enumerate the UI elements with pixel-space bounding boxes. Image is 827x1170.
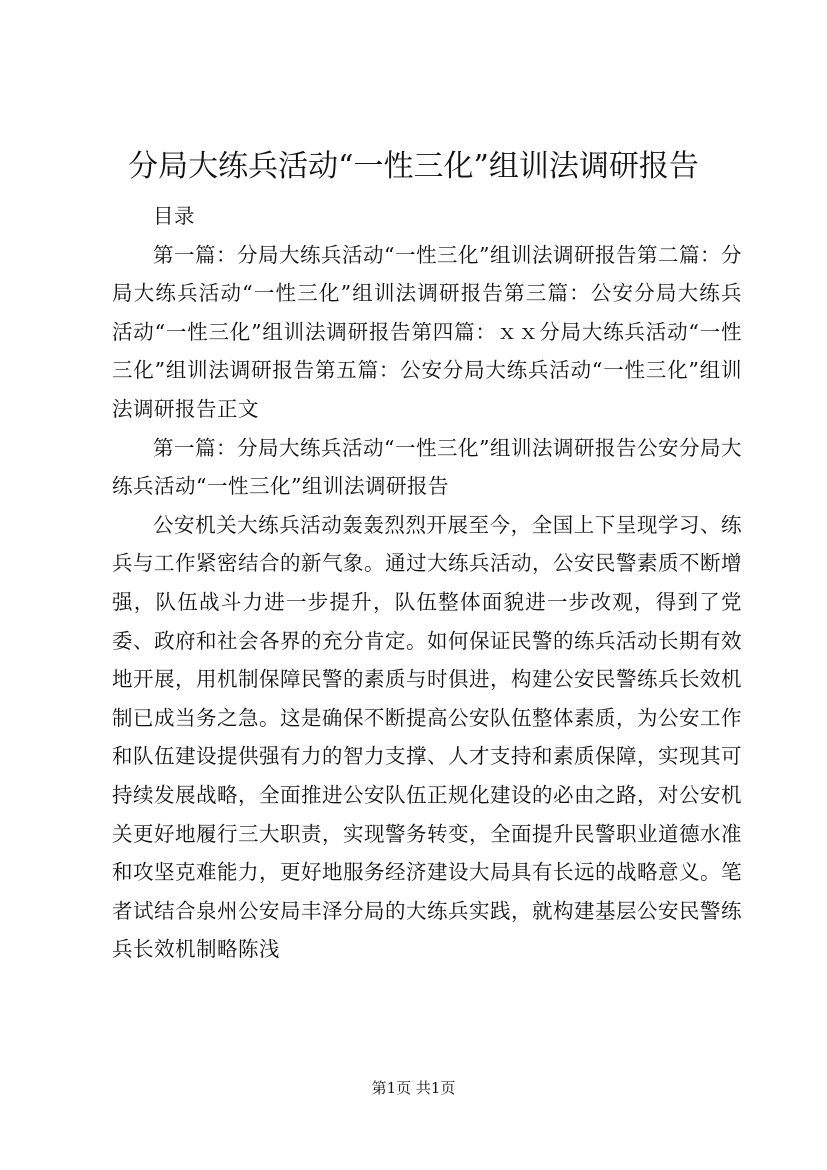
document-title: 分局大练兵活动“一性三化”组训法调研报告 bbox=[128, 149, 699, 184]
page-footer: 第1页 共1页 bbox=[371, 1079, 456, 1097]
toc-heading: 目录 bbox=[153, 204, 195, 228]
section-heading-paragraph: 第一篇：分局大练兵活动“一性三化”组训法调研报告公安分局大练兵活动“一性三化”组训法调研报告 bbox=[112, 435, 742, 499]
document-body bbox=[112, 197, 742, 969]
toc-paragraph: 第一篇：分局大练兵活动“一性三化”组训法调研报告第二篇：分局大练兵活动“一性三化”组训法调研报告第三篇：公安分局大练兵活动“一性三化”组训法调研报告第四篇：ｘｘ分局大练兵活动“一性三化”组训法调研报告第五篇：公安分局大练兵活动“一性三化”组训法调研报告正文 bbox=[112, 242, 742, 421]
body-paragraph: 公安机关大练兵活动轰轰烈烈开展至今，全国上下呈现学习、练兵与工作紧密结合的新气象。通过大练兵活动，公安民警素质不断增强，队伍战斗力进一步提升，队伍整体面貌进一步改观，得到了党委、政府和社会各界的充分肯定。如何保证民警的练兵活动长期有效地开展，用机制保障民警的素质与时俱进，构建公安民警练兵长效机制已成当务之急。这是确保不断提高公安队伍整体素质，为公安工作和队伍建设提供强有力的智力支撑、人才支持和素质保障，实现其可持续发展战略，全面推进公安队伍正规化建设的必由之路，对公安机关更好地履行三大职责，实现警务转变，全面提升民警职业道德水准和攻坚克难能力，更好地服务经济建设大局具有长远的战略意义。笔者试结合泉州公安局丰泽分局的大练兵实践，就构建基层公安民警练兵长效机制略陈浅 bbox=[112, 512, 742, 962]
